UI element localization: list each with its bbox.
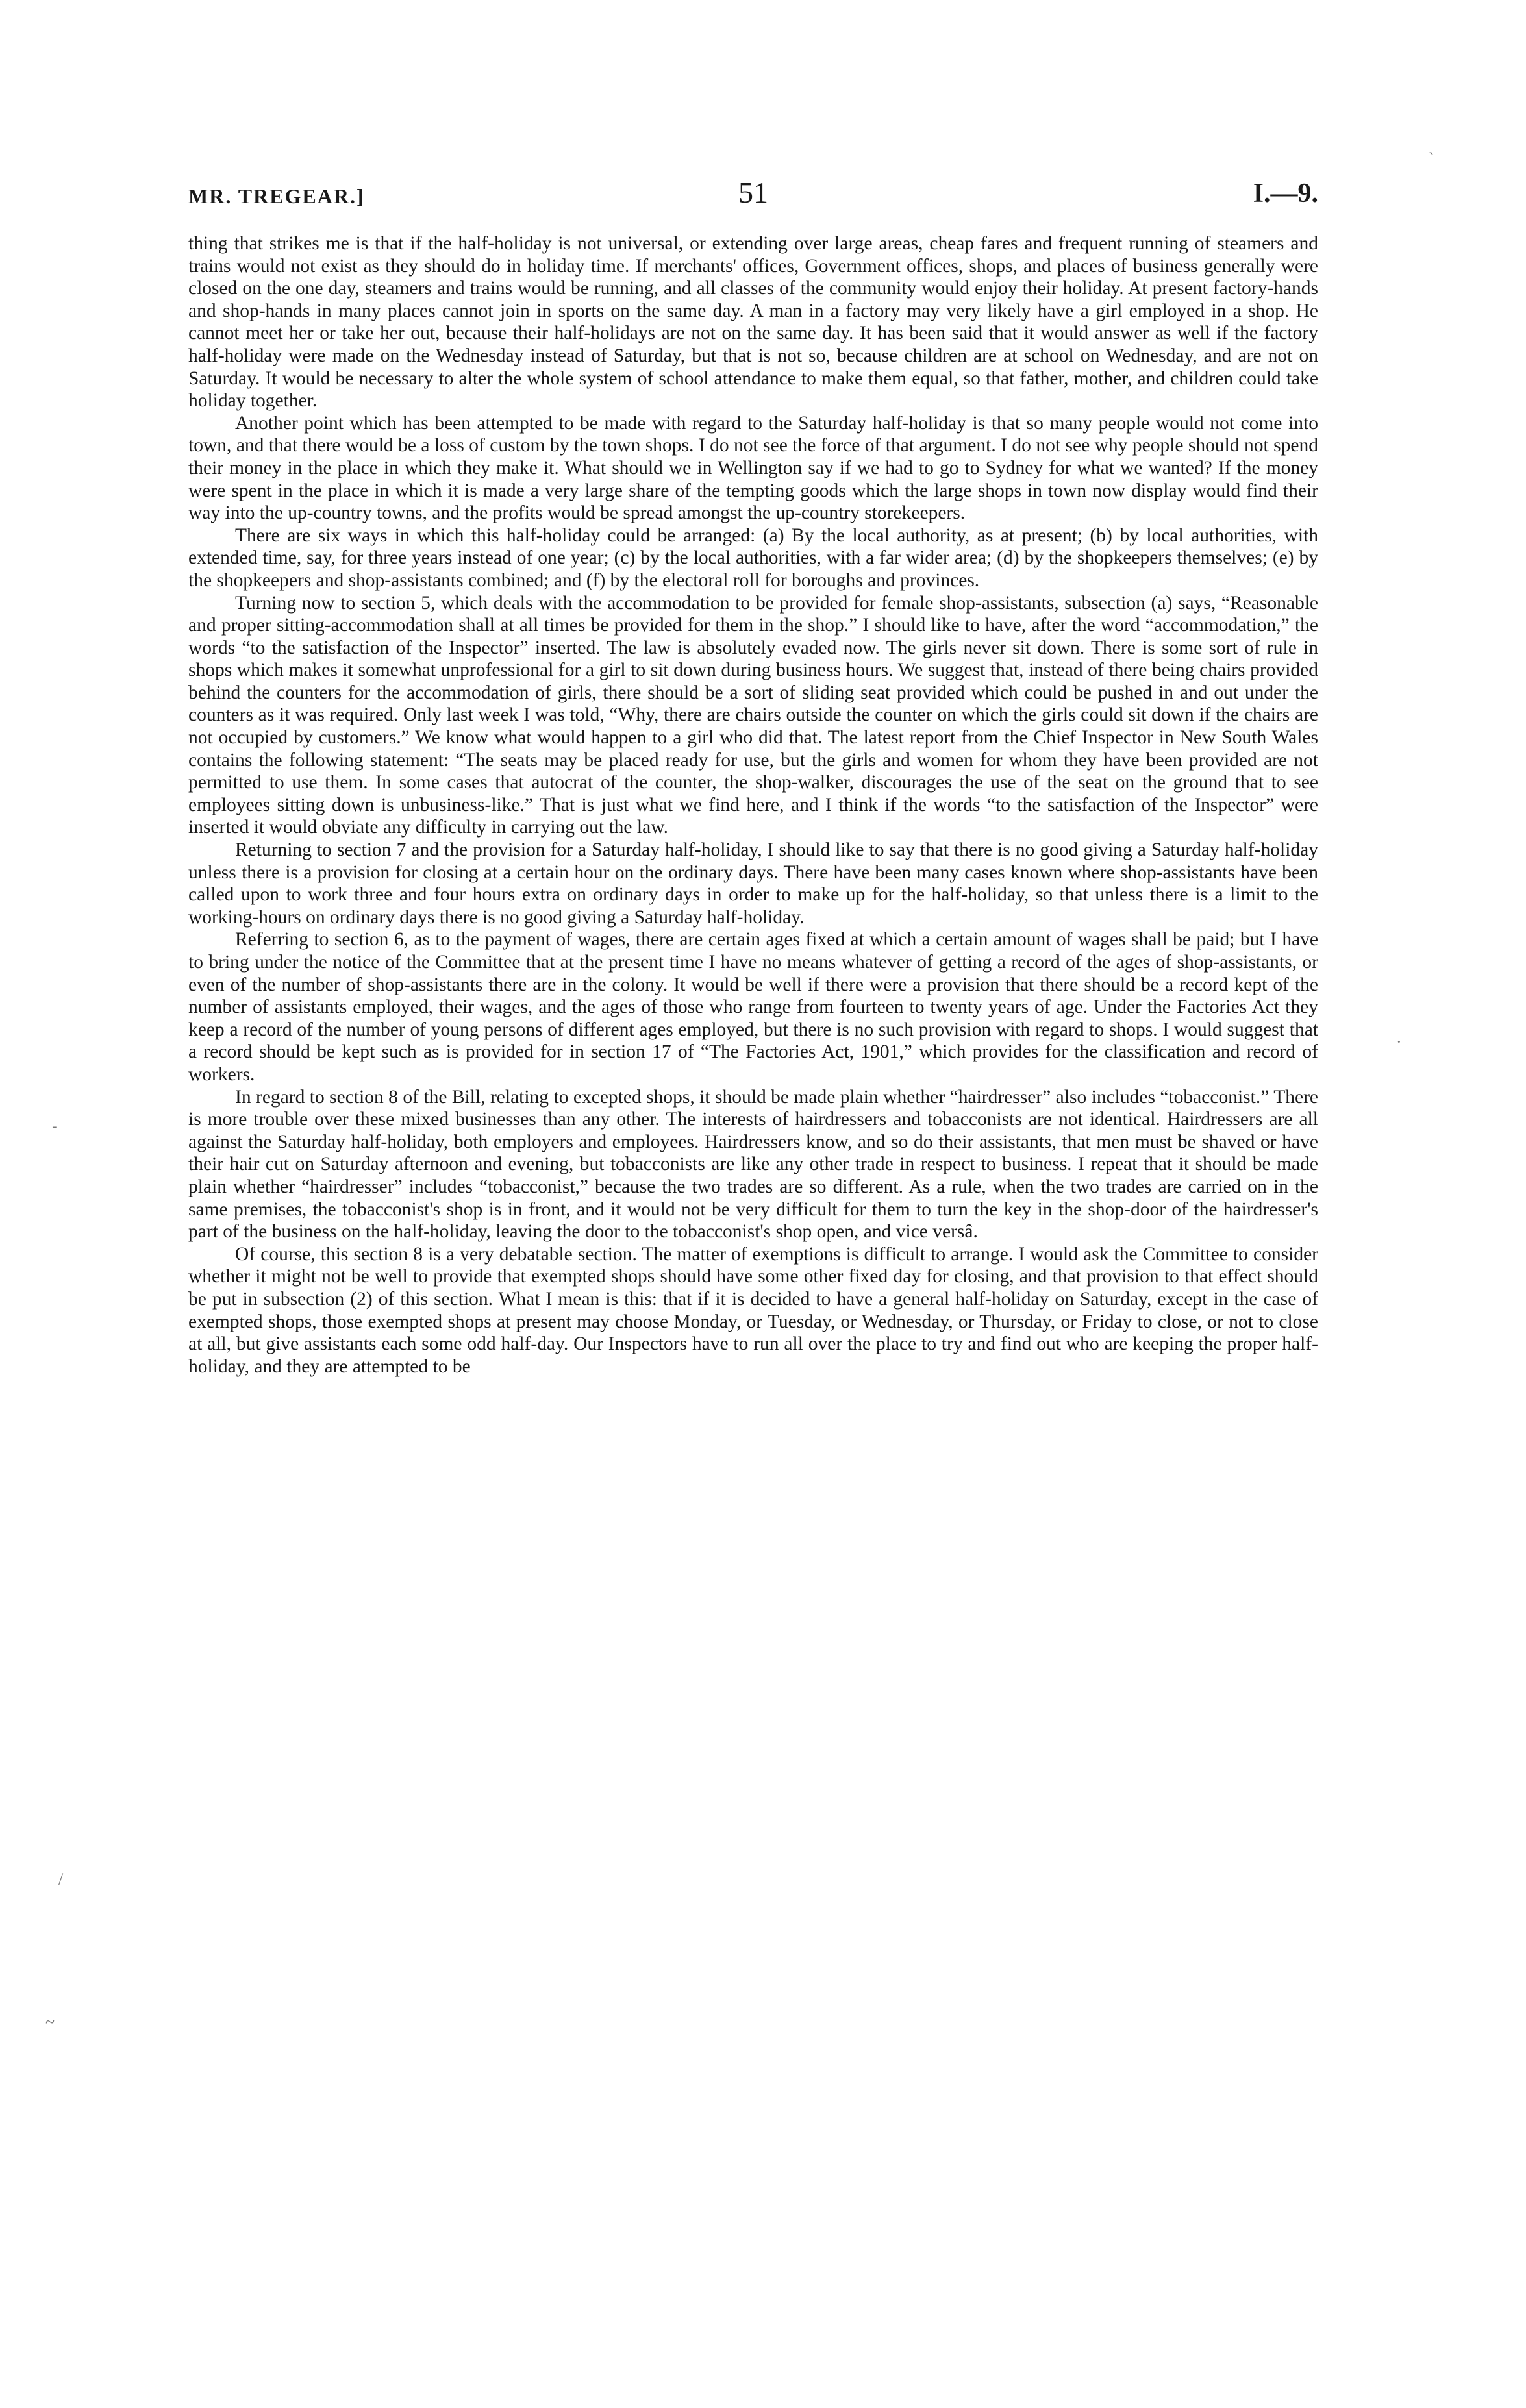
scan-speck: · bbox=[1396, 1032, 1402, 1051]
paragraph-4: Turning now to section 5, which deals with the accommodation to be provided for female shop-assistants, subsection (a) says, “Reasonable and proper sitting-accommodation shall at all times be provided for them in the shop.” I should like to have, after the word “accommodation,” the words “to the satisfaction of the Inspector” inserted. The law is absolutely evaded now. The girls never sit down. There is some sort of rule in shops which makes it somewhat unprofessional for a girl to sit down during business hours. We suggest that, instead of there being chairs provided behind the counters for the accommodation of girls, there should be a sort of sliding seat provided which could be pushed in and out under the counters as it was required. Only last week I was told, “Why, there are chairs outside the counter on which the girls could sit down if the chairs are not occupied by customers.” We know what would happen to a girl who did that. The latest report from the Chief Inspector in New South Wales contains the following statement: “The seats may be placed ready for use, but the girls and women for whom they have been provided are not permitted to use them. In some cases that autocrat of the counter, the shop-walker, discourages the use of the seat on the ground that to see employees sitting down is unbusiness-like.” That is just what we find here, and I think if the words “to the satisfaction of the Inspector” were inserted it would obviate any difficulty in carrying out the law. bbox=[188, 592, 1318, 838]
scan-speck: ~ bbox=[45, 2013, 55, 2031]
scan-speck: - bbox=[52, 1117, 58, 1136]
paragraph-8: Of course, this section 8 is a very debatable section. The matter of exemptions is difficult to arrange. I would ask the Committee to consider whether it might not be well to provide that exempted shops should have some other fixed day for closing, and that provision to that effect should be put in subsection (2) of this section. What I mean is this: that if it is decided to have a general half-holiday on Saturday, except in the case of exempted shops, those exempted shops at present may choose Monday, or Tuesday, or Wednesday, or Thursday, or Friday to close, or not to close at all, but give assistants each some odd half-day. Our Inspectors have to run all over the place to try and find out who are keeping the proper half-holiday, and they are attempted to be bbox=[188, 1243, 1318, 1377]
paragraph-5: Returning to section 7 and the provision for a Saturday half-holiday, I should like to say that there is no good giving a Saturday half-holiday unless there is a provision for closing at a certain hour on the ordinary days. There have been many cases known where shop-assistants have been called upon to work three and four hours extra on ordinary days in order to make up for the half-holiday, so that unless there is a limit to the working-hours on ordinary days there is no good giving a Saturday half-holiday. bbox=[188, 839, 1318, 928]
paragraph-1: thing that strikes me is that if the half-holiday is not universal, or extending over large areas, cheap fares and frequent running of steamers and trains would not exist as they should do in holiday time. If merchants' offices, Government offices, shops, and places of business generally were closed on the one day, steamers and trains would be running, and all classes of the community would enjoy their holiday. At present factory-hands and shop-hands in many places cannot join in sports on the same day. A man in a factory may very likely have a girl employed in a shop. He cannot meet her or take her out, because their half-holidays are not on the same day. It has been said that it would answer as well if the factory half-holiday were made on the Wednesday instead of Saturday, but that is not so, because children are at school on Wednesday, and are not on Saturday. It would be necessary to alter the whole system of school attendance to make them equal, so that father, mother, and children could take holiday together. bbox=[188, 233, 1318, 412]
header-author: MR. TREGEAR.] bbox=[188, 184, 365, 208]
document-page bbox=[188, 175, 1318, 1378]
body-text bbox=[188, 232, 1318, 1378]
paragraph-3: There are six ways in which this half-holiday could be arranged: (a) By the local authority, as at present; (b) by local authorities, with extended time, say, for three years instead of one year; (c) by the local authorities, with a far wider area; (d) by the shopkeepers themselves; (e) by the shopkeepers and shop-assistants combined; and (f) by the electoral roll for boroughs and provinces. bbox=[188, 525, 1318, 591]
scan-speck: / bbox=[58, 1870, 64, 1889]
document-reference: I.—9. bbox=[1253, 179, 1318, 208]
paragraph-7: In regard to section 8 of the Bill, relating to excepted shops, it should be made plain whether “hairdresser” also includes “tobacconist.” There is more trouble over these mixed businesses than any other. The interests of hairdressers and tobacconists are not identical. Hairdressers are all against the Saturday half-holiday, both employers and employees. Hairdressers know, and so do their assistants, that men must be shaved or have their hair cut on Saturday afternoon and evening, but tobacconists are like any other trade in respect to business. I repeat that it should be made plain whether “hairdresser” includes “tobacconist,” because the two trades are so different. As a rule, when the two trades are carried on in the same premises, the tobacconist's shop is in front, and it would not be very difficult for them to turn the key in the shop-door of the hairdresser's part of the business on the half-holiday, leaving the door to the tobacconist's shop open, and vice versâ. bbox=[188, 1086, 1318, 1243]
paragraph-6: Referring to section 6, as to the payment of wages, there are certain ages fixed at which a certain amount of wages shall be paid; but I have to bring under the notice of the Committee that at the present time I have no means whatever of getting a record of the ages of shop-assistants, or even of the number of shop-assistants there are in the colony. It would be well if there were a provision that there should be a record kept of the number of assistants employed, their wages, and the ages of those who range from fourteen to twenty years of age. Under the Factories Act they keep a record of the number of young persons of different ages employed, but there is no such provision with regard to shops. I would suggest that a record should be kept such as is provided for in section 17 of “The Factories Act, 1901,” which provides for the classification and record of workers. bbox=[188, 929, 1318, 1085]
page-number: 51 bbox=[738, 176, 768, 209]
page-header bbox=[188, 175, 1318, 221]
scan-speck: ` bbox=[1429, 149, 1434, 168]
paragraph-2: Another point which has been attempted to be made with regard to the Saturday half-holiday is that so many people would not come into town, and that there would be a loss of custom by the town shops. I do not see the force of that argument. I do not see why people should not spend their money in the place in which they make it. What should we in Wellington say if we had to go to Sydney for what we wanted? If the money were spent in the place in which it is made a very large share of the tempting goods which the large shops in town now display would find their way into the up-country towns, and the profits would be spread amongst the up-country storekeepers. bbox=[188, 412, 1318, 524]
